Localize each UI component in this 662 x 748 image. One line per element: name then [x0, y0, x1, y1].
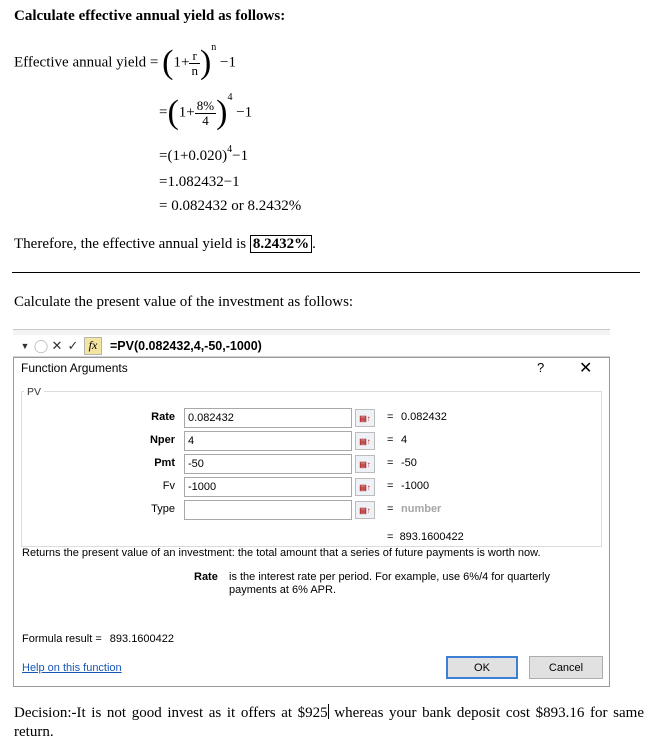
decision-paragraph [14, 704, 644, 742]
math-base: (1+0.020) [167, 148, 228, 164]
ok-button[interactable]: OK [446, 656, 518, 679]
formula-bar-more-icon[interactable]: ◯ [33, 337, 49, 353]
help-on-function-link[interactable]: Help on this function [22, 662, 122, 674]
fraction-denominator: n [191, 62, 198, 78]
math-minus-one: −1 [220, 54, 236, 71]
arg-result-type: number [401, 503, 442, 515]
therefore-suffix: . [312, 236, 316, 252]
insert-function-button[interactable]: fx [84, 337, 102, 355]
math-minus-one: −1 [232, 148, 249, 164]
cancel-entry-button[interactable]: ✕ [51, 337, 63, 353]
function-result-line [387, 531, 464, 543]
collapse-dialog-icon[interactable]: ▤↑ [355, 432, 375, 450]
therefore-prefix: Therefore, the effective annual yield is [14, 236, 250, 252]
arg-row-pmt [14, 454, 611, 474]
enter-entry-button[interactable]: ✓ [67, 337, 79, 353]
result-equals: = [387, 531, 394, 543]
therefore-statement [14, 236, 316, 253]
arg-equals: = [387, 457, 394, 469]
fraction-denominator: 4 [202, 112, 209, 128]
function-arguments-dialog [13, 357, 610, 687]
collapse-dialog-icon[interactable]: ▤↑ [355, 501, 375, 519]
arg-row-fv [14, 477, 611, 497]
math-minus-one: −1 [236, 104, 253, 121]
math-exponent: 4 [227, 144, 233, 155]
formula-result-value: 893.1600422 [109, 633, 175, 645]
arg-label-rate: Rate [151, 411, 175, 423]
arg-equals: = [387, 503, 394, 515]
arg-label-pmt: Pmt [154, 457, 175, 469]
math-open-paren: ( [167, 94, 179, 131]
rate-input[interactable]: 0.082432 [184, 408, 352, 428]
section-divider [12, 272, 640, 273]
arg-result-fv: -1000 [401, 480, 430, 492]
math-line-2 [159, 92, 253, 131]
arg-row-rate [14, 408, 611, 428]
fraction-numerator: 8% [196, 97, 215, 113]
dialog-title: Function Arguments [21, 361, 128, 375]
effective-yield-result: 8.2432% [250, 235, 312, 253]
arg-equals: = [387, 480, 394, 492]
arg-row-nper [14, 431, 611, 451]
arg-label-nper: Nper [149, 434, 175, 446]
section-heading-effective-yield: Calculate effective annual yield as follows: [14, 8, 286, 24]
math-line-3 [159, 144, 249, 165]
arg-result-rate: 0.082432 [401, 411, 447, 423]
math-one-plus: 1+ [178, 104, 195, 121]
cancel-button[interactable]: Cancel [529, 656, 603, 679]
math-fraction-rate-over-periods [195, 99, 216, 128]
nper-input[interactable]: 4 [184, 431, 352, 451]
math-close-paren: ) [216, 94, 228, 131]
collapse-dialog-icon[interactable]: ▤↑ [355, 478, 375, 496]
math-line-4: =1.082432−1 [159, 174, 240, 190]
arg-result-nper: 4 [401, 434, 408, 446]
math-equals: = [159, 104, 168, 121]
math-open-paren: ( [162, 44, 174, 81]
name-box-dropdown-icon[interactable]: ▼ [20, 340, 30, 351]
arg-equals: = [387, 411, 394, 423]
math-equals: = [149, 54, 159, 71]
math-one-plus: 1+ [173, 54, 190, 71]
type-input[interactable] [184, 500, 352, 520]
fraction-numerator: r [189, 49, 200, 64]
arg-label-type: Type [151, 503, 175, 515]
section-heading-present-value: Calculate the present value of the investment as follows: [14, 294, 354, 310]
function-result-value: 893.1600422 [399, 531, 464, 543]
function-description: Returns the present value of an investment: the total amount that a series of future payments is worth now. [22, 547, 541, 559]
math-line-5: = 0.082432 or 8.2432% [159, 198, 302, 214]
arg-equals: = [387, 434, 394, 446]
arg-row-type [14, 500, 611, 520]
arg-help-text: is the interest rate per period. For example, use 6%/4 for quarterly payments at 6% APR. [229, 571, 550, 596]
math-equals: = [159, 148, 168, 164]
dialog-close-button[interactable]: ✕ [579, 360, 593, 377]
math-line-1 [14, 42, 236, 81]
function-name-label: PV [24, 386, 44, 398]
formula-result-label: Formula result = [22, 633, 102, 645]
arg-result-pmt: -50 [401, 457, 417, 469]
formula-result [22, 633, 174, 645]
collapse-dialog-icon[interactable]: ▤↑ [355, 409, 375, 427]
dialog-help-button[interactable]: ? [537, 360, 545, 375]
decision-text-end: whereas your bank deposit cost $893.16 for same return. [14, 705, 644, 740]
math-exponent: 4 [227, 92, 233, 103]
formula-input[interactable]: =PV(0.082432,4,-50,-1000) [110, 338, 262, 353]
arg-label-fv: Fv [162, 480, 175, 492]
fv-input[interactable]: -1000 [184, 477, 352, 497]
math-fraction-r-over-n [189, 49, 200, 78]
math-close-paren: ) [199, 44, 212, 81]
pmt-input[interactable]: -50 [184, 454, 352, 474]
formula-bar [13, 335, 610, 357]
arg-help-label: Rate [194, 571, 218, 583]
decision-text-start: Decision:-It is not good invest as it offers at $925 [14, 705, 328, 721]
collapse-dialog-icon[interactable]: ▤↑ [355, 455, 375, 473]
math-lhs-label: Effective annual yield [14, 54, 147, 71]
math-exponent: n [211, 42, 217, 53]
